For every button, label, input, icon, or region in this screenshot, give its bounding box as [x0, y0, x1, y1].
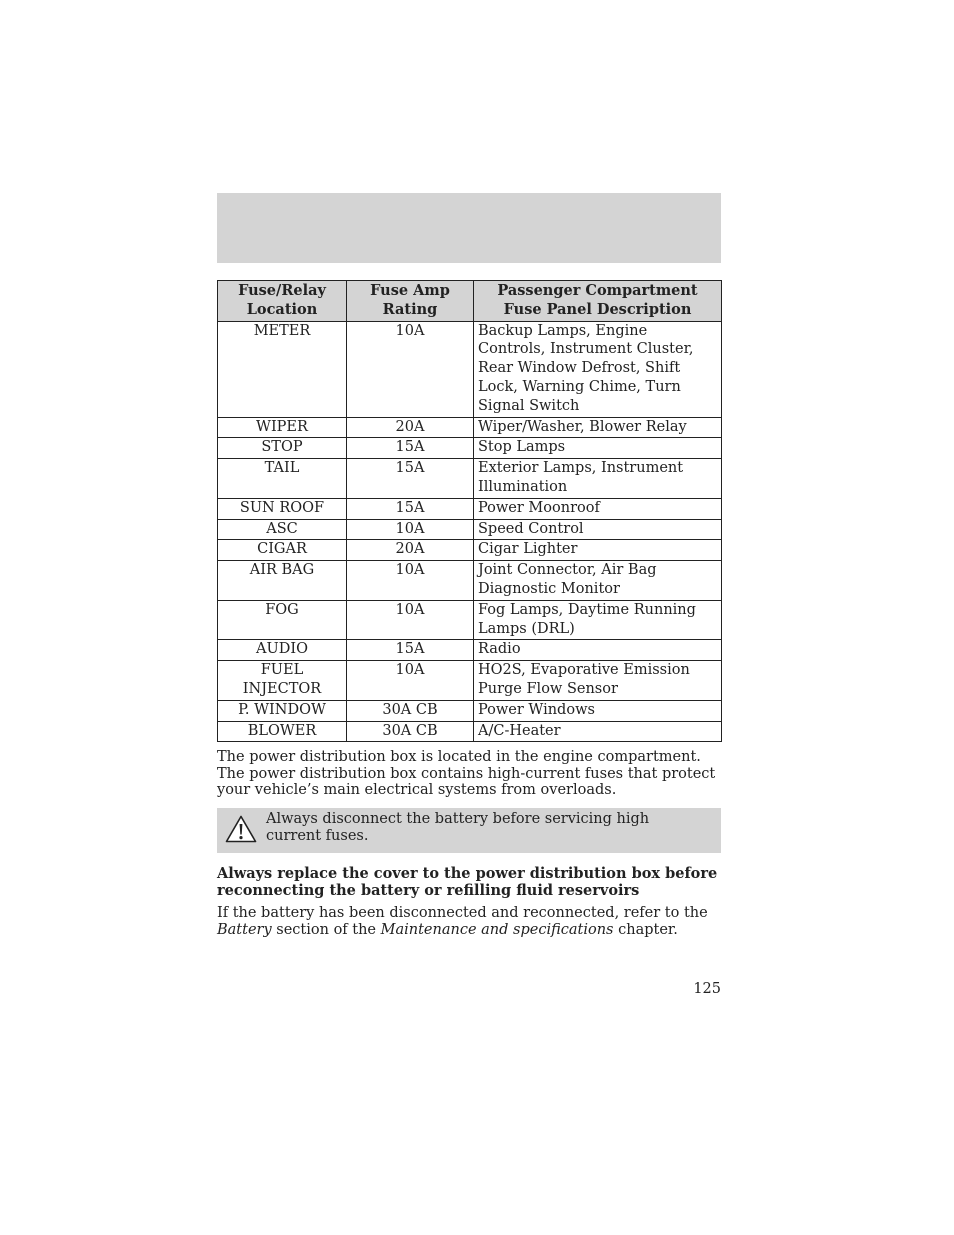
cell-description: Backup Lamps, Engine Controls, Instrument Cluster, Rear Window Defrost, Shift Lock, Warning Chime, Turn Signal Switch — [474, 321, 722, 417]
cell-description: Joint Connector, Air Bag Diagnostic Monitor — [474, 561, 722, 601]
fuse-table — [217, 280, 722, 742]
cell-description: Exterior Lamps, Instrument Illumination — [474, 459, 722, 499]
table-row — [218, 498, 722, 519]
cell-rating: 10A — [347, 519, 474, 540]
battery-text-1: If the battery has been disconnected and reconnected, refer to the — [217, 905, 708, 921]
cell-location: TAIL — [218, 459, 347, 499]
cell-location: FOG — [218, 600, 347, 640]
battery-text-2: section of the — [271, 921, 381, 938]
cell-location: ASC — [218, 519, 347, 540]
cell-rating: 15A — [347, 438, 474, 459]
cell-description: Speed Control — [474, 519, 722, 540]
cell-rating: 15A — [347, 459, 474, 499]
battery-reference-paragraph — [217, 905, 721, 938]
maintenance-chapter-text: Maintenance and specifications — [380, 921, 614, 938]
header-amp-rating: Fuse Amp Rating — [347, 281, 474, 322]
table-row — [218, 640, 722, 661]
battery-link-text: Battery — [217, 921, 272, 938]
table-header-row — [218, 281, 722, 322]
table-row — [218, 459, 722, 499]
cell-rating: 10A — [347, 321, 474, 417]
table-row — [218, 540, 722, 561]
cell-description: Power Windows — [474, 700, 722, 721]
cell-description: Stop Lamps — [474, 438, 722, 459]
cell-rating: 20A — [347, 417, 474, 438]
cell-rating: 10A — [347, 561, 474, 601]
cell-location: AUDIO — [218, 640, 347, 661]
cell-location: AIR BAG — [218, 561, 347, 601]
cover-replace-notice: Always replace the cover to the power distribution box before reconnecting the battery or refilling fluid reservoirs — [217, 865, 718, 899]
table-row — [218, 417, 722, 438]
warning-text: Always disconnect the battery before servicing high current fuses. — [266, 811, 650, 844]
cell-rating: 20A — [347, 540, 474, 561]
cell-description: Radio — [474, 640, 722, 661]
header-location: Fuse/Relay Location — [218, 281, 347, 322]
cell-location: CIGAR — [218, 540, 347, 561]
cell-description: Power Moonroof — [474, 498, 722, 519]
page-number: 125 — [693, 981, 721, 997]
cell-description: Wiper/Washer, Blower Relay — [474, 417, 722, 438]
table-row — [218, 721, 722, 742]
cell-description: Cigar Lighter — [474, 540, 722, 561]
cell-location: SUN ROOF — [218, 498, 347, 519]
cell-rating: 30A CB — [347, 721, 474, 742]
table-row — [218, 321, 722, 417]
table-row — [218, 700, 722, 721]
table-row — [218, 561, 722, 601]
cell-description: A/C-Heater — [474, 721, 722, 742]
cell-rating: 15A — [347, 498, 474, 519]
battery-text-3: chapter. — [613, 921, 678, 938]
cell-rating: 15A — [347, 640, 474, 661]
cell-location: STOP — [218, 438, 347, 459]
warning-triangle-icon — [225, 815, 257, 843]
header-band — [217, 193, 721, 263]
cell-location: WIPER — [218, 417, 347, 438]
warning-box — [217, 808, 721, 853]
header-description: Passenger Compartment Fuse Panel Description — [474, 281, 722, 322]
cell-location: METER — [218, 321, 347, 417]
cell-rating: 10A — [347, 661, 474, 701]
table-row — [218, 519, 722, 540]
table-row — [218, 438, 722, 459]
cell-location: P. WINDOW — [218, 700, 347, 721]
cell-rating: 10A — [347, 600, 474, 640]
cell-location: BLOWER — [218, 721, 347, 742]
cell-location: FUEL INJECTOR — [218, 661, 347, 701]
cell-description: Fog Lamps, Daytime Running Lamps (DRL) — [474, 600, 722, 640]
cell-rating: 30A CB — [347, 700, 474, 721]
cell-description: HO2S, Evaporative Emission Purge Flow Sensor — [474, 661, 722, 701]
table-row — [218, 661, 722, 701]
table-row — [218, 600, 722, 640]
power-distribution-paragraph: The power distribution box is located in the engine compartment. The power distribution box contains high-current fuses that protect your vehicle’s main electrical systems from overloads. — [217, 749, 716, 798]
